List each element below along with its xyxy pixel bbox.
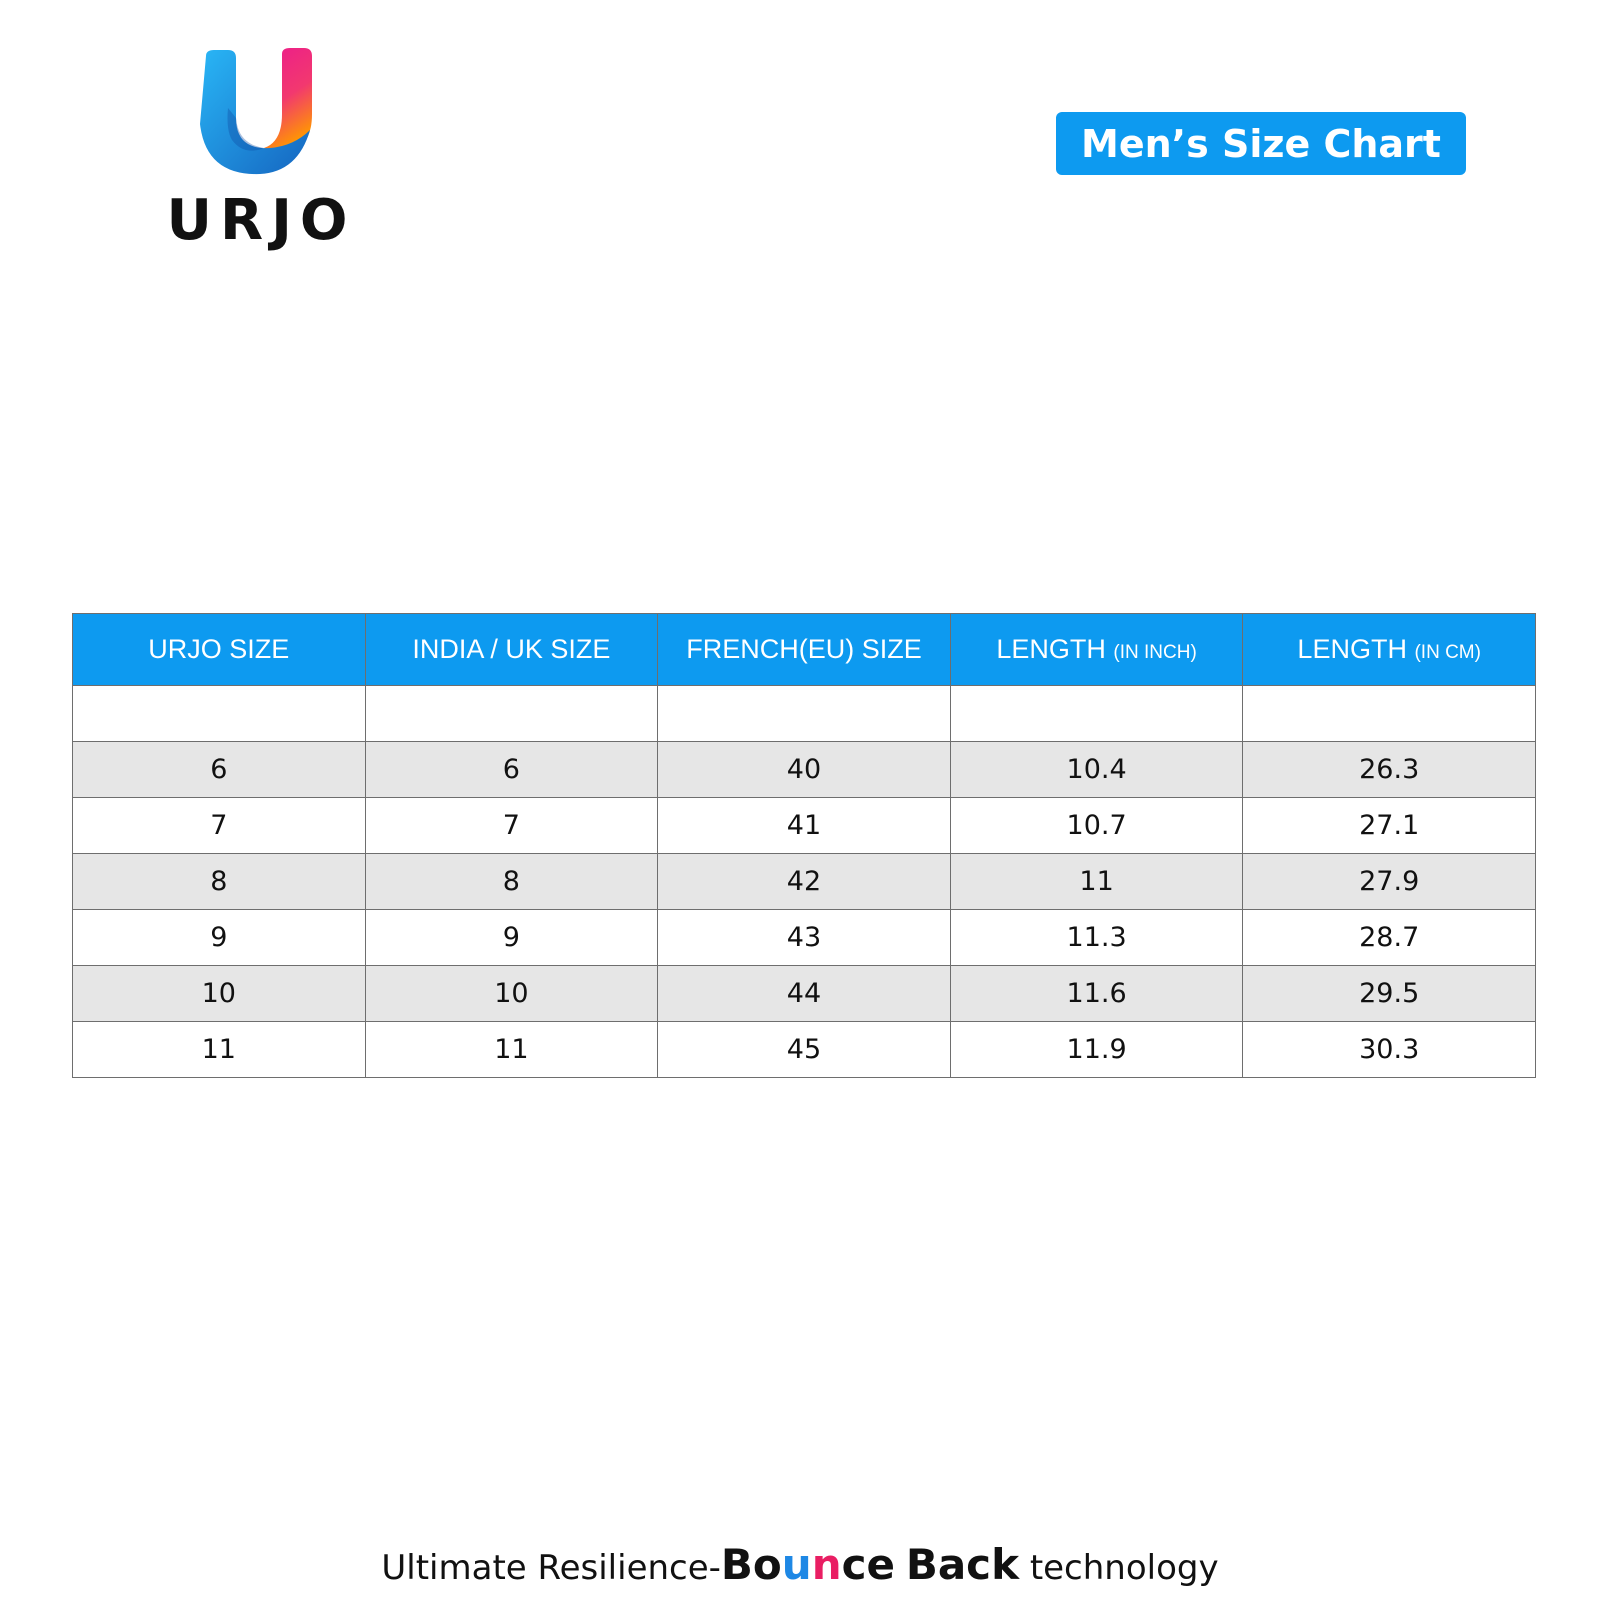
table-cell: 6 xyxy=(73,742,366,798)
bounce-word: Bounce xyxy=(720,1540,895,1589)
table-cell: 30.3 xyxy=(1243,1022,1536,1078)
table-cell: 10.4 xyxy=(950,742,1243,798)
table-cell: 29.5 xyxy=(1243,966,1536,1022)
table-cell: 10.7 xyxy=(950,798,1243,854)
table-row xyxy=(73,742,1536,798)
table-cell: 10 xyxy=(365,966,658,1022)
table-cell: 41 xyxy=(658,798,951,854)
size-chart-table xyxy=(72,613,1536,1078)
table-cell: 44 xyxy=(658,966,951,1022)
header-length-inch: LENGTH (IN INCH) xyxy=(950,614,1243,686)
header-urjo-size: URJO SIZE xyxy=(73,614,366,686)
page-title: Men’s Size Chart xyxy=(1056,112,1466,175)
table-cell xyxy=(950,686,1243,742)
tagline-prefix: Ultimate Resilience- xyxy=(381,1548,721,1588)
back-word: Back xyxy=(905,1540,1019,1589)
header-india-uk-size: INDIA / UK SIZE xyxy=(365,614,658,686)
brand-wordmark: URJO xyxy=(166,188,356,253)
table-cell: 11 xyxy=(950,854,1243,910)
table-cell: 40 xyxy=(658,742,951,798)
table-cell xyxy=(1243,686,1536,742)
table-cell: 11.9 xyxy=(950,1022,1243,1078)
table-cell: 26.3 xyxy=(1243,742,1536,798)
table-cell: 8 xyxy=(365,854,658,910)
header-french-eu-size: FRENCH(EU) SIZE xyxy=(658,614,951,686)
table-cell: 9 xyxy=(365,910,658,966)
table-cell xyxy=(73,686,366,742)
table-cell: 11.6 xyxy=(950,966,1243,1022)
table-cell: 27.9 xyxy=(1243,854,1536,910)
table-cell: 11 xyxy=(365,1022,658,1078)
table-cell xyxy=(658,686,951,742)
table-cell: 7 xyxy=(365,798,658,854)
header-length-cm: LENGTH (IN CM) xyxy=(1243,614,1536,686)
table-cell: 27.1 xyxy=(1243,798,1536,854)
table-cell: 11 xyxy=(73,1022,366,1078)
table-row xyxy=(73,686,1536,742)
table-row xyxy=(73,966,1536,1022)
table-cell: 28.7 xyxy=(1243,910,1536,966)
table-cell: 7 xyxy=(73,798,366,854)
footer-tagline xyxy=(0,1540,1600,1589)
table-cell: 11.3 xyxy=(950,910,1243,966)
table-cell: 45 xyxy=(658,1022,951,1078)
urjo-u-logo-icon xyxy=(198,48,323,178)
table-header-row xyxy=(73,614,1536,686)
tagline-suffix: technology xyxy=(1029,1548,1219,1588)
table-cell xyxy=(365,686,658,742)
table-row xyxy=(73,910,1536,966)
table-cell: 10 xyxy=(73,966,366,1022)
table-cell: 8 xyxy=(73,854,366,910)
table-row xyxy=(73,854,1536,910)
table-row xyxy=(73,798,1536,854)
table-cell: 43 xyxy=(658,910,951,966)
table-row xyxy=(73,1022,1536,1078)
brand-logo xyxy=(146,48,376,253)
table-cell: 9 xyxy=(73,910,366,966)
table-cell: 6 xyxy=(365,742,658,798)
table-cell: 42 xyxy=(658,854,951,910)
